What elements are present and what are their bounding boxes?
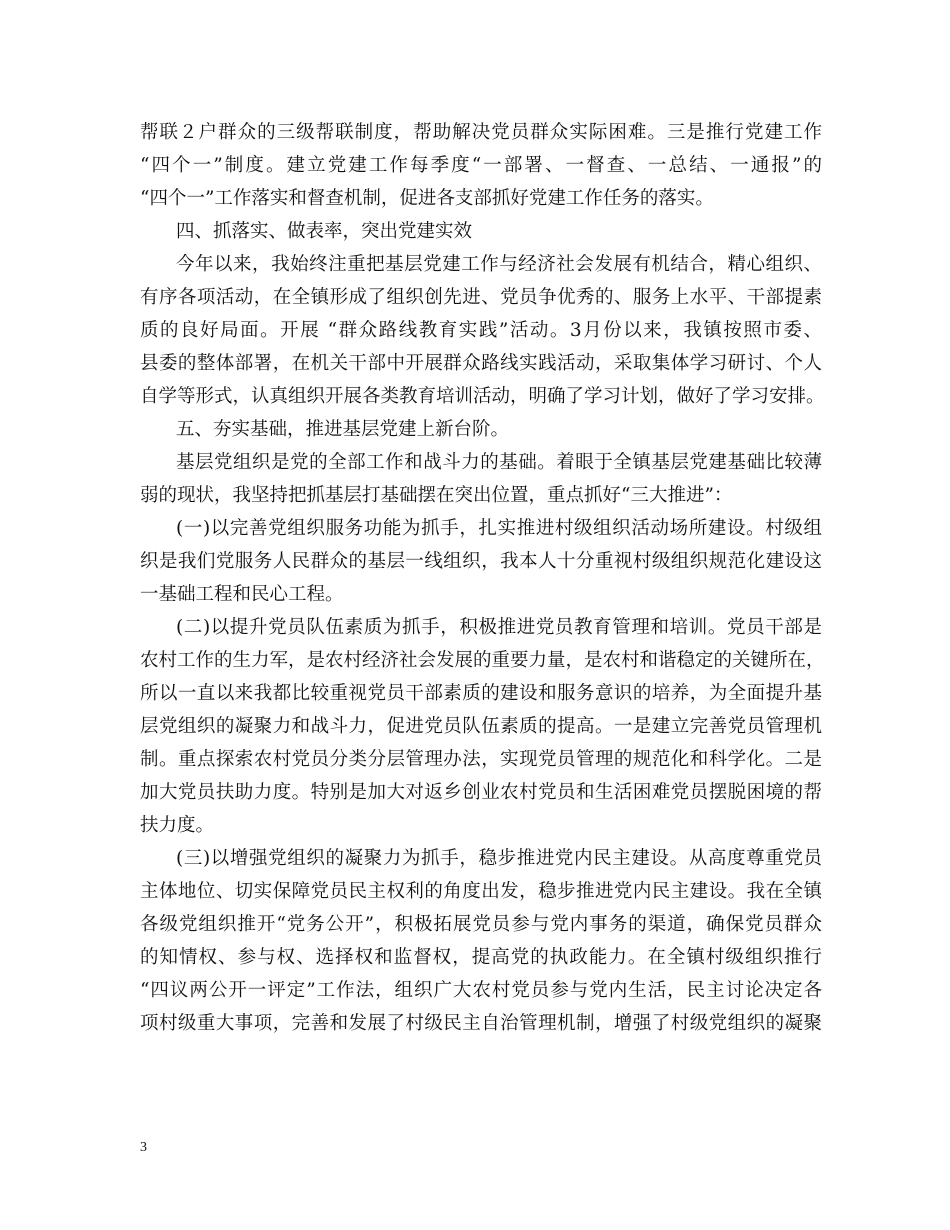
text-line: 扶力度。	[140, 815, 215, 836]
text-line: 帮联２户群众的三级帮联制度，帮助解决党员群众实际困难。三是推行党建工作	[140, 122, 822, 143]
text-line: 农村工作的生力军，是农村经济社会发展的重要力量，是农村和谐稳定的关键所在，	[140, 650, 825, 671]
document-body	[140, 116, 825, 1040]
text-line: 县委的整体部署，在机关干部中开展群众路线实践活动，采取集体学习研讨、个人	[140, 353, 822, 374]
section-heading: 四、抓落实、做表率，突出党建实效	[176, 221, 473, 242]
text-line: 一基础工程和民心工程。	[140, 584, 344, 605]
text-line: 质的良好局面。开展 “群众路线教育实践”活动。3月份以来，我镇按照市委、	[140, 320, 822, 341]
text-line: “四个一”制度。建立党建工作每季度“一部署、一督查、一总结、一通报”的	[140, 155, 822, 176]
text-line: 自学等形式，认真组织开展各类教育培训活动，明确了学习计划，做好了学习安排。	[140, 386, 825, 407]
text-line: 主体地位、切实保障党员民主权利的角度出发，稳步推进党内民主建设。我在全镇	[140, 881, 822, 902]
text-line: 基层党组织是党的全部工作和战斗力的基础。着眼于全镇基层党建基础比较薄	[176, 452, 822, 473]
text-line: 所以一直以来我都比较重视党员干部素质的建设和服务意识的培养，为全面提升基	[140, 683, 822, 704]
text-line: 项村级重大事项，完善和发展了村级民主自治管理机制，增强了村级党组织的凝聚	[140, 1013, 822, 1034]
text-line: (三)以增强党组织的凝聚力为抓手，稳步推进党内民主建设。从高度尊重党员	[176, 848, 822, 869]
text-line: 弱的现状，我坚持把抓基层打基础摆在突出位置，重点抓好“三大推进”：	[140, 485, 733, 506]
text-line: 今年以来，我始终注重把基层党建工作与经济社会发展有机结合，精心组织、	[176, 254, 822, 275]
text-line: 层党组织的凝聚力和战斗力，促进党员队伍素质的提高。一是建立完善党员管理机	[140, 716, 822, 737]
page-number: 3	[140, 1140, 147, 1155]
text-line: (二)以提升党员队伍素质为抓手，积极推进党员教育管理和培训。党员干部是	[176, 617, 822, 638]
text-line: 有序各项活动，在全镇形成了组织创先进、党员争优秀的、服务上水平、干部提素	[140, 287, 822, 308]
text-line: 各级党组织推开“党务公开”，积极拓展党员参与党内事务的渠道，确保党员群众	[140, 914, 822, 935]
text-line: “四个一”工作落实和督查机制，促进各支部抓好党建工作任务的落实。	[140, 188, 714, 209]
text-line: 加大党员扶助力度。特别是加大对返乡创业农村党员和生活困难党员摆脱困境的帮	[140, 782, 822, 803]
text-line: 织是我们党服务人民群众的基层一线组织，我本人十分重视村级组织规范化建设这	[140, 551, 822, 572]
text-line: “四议两公开一评定”工作法，组织广大农村党员参与党内生活，民主讨论决定各	[140, 980, 822, 1001]
section-heading: 五、夯实基础，推进基层党建上新台阶。	[176, 419, 510, 440]
text-line: (一)以完善党组织服务功能为抓手，扎实推进村级组织活动场所建设。村级组	[176, 518, 822, 539]
text-line: 的知情权、参与权、选择权和监督权，提高党的执政能力。在全镇村级组织推行	[140, 947, 822, 968]
text-line: 制。重点探索农村党员分类分层管理办法，实现党员管理的规范化和科学化。二是	[140, 749, 822, 770]
